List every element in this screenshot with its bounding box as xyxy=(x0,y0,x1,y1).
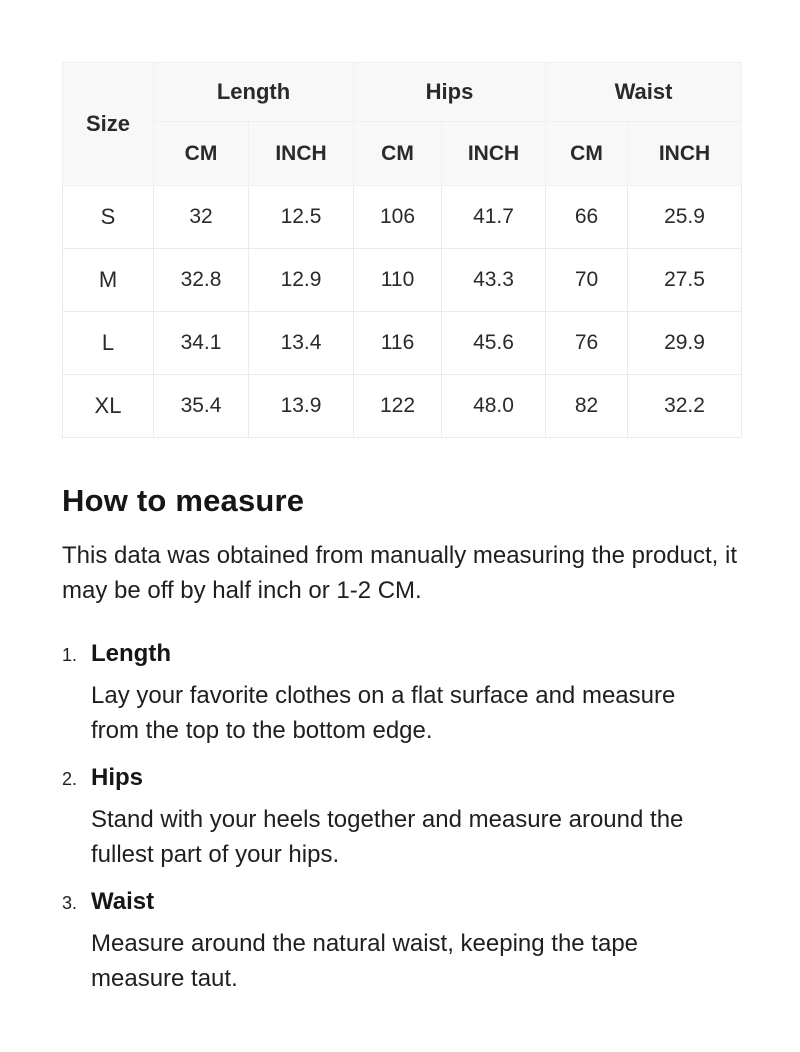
cell-value: 41.7 xyxy=(442,186,546,249)
list-item xyxy=(62,888,740,996)
column-group-hips: Hips xyxy=(354,63,546,122)
step-heading xyxy=(62,764,740,792)
cell-value: 32.8 xyxy=(154,249,249,312)
cell-value: 76 xyxy=(546,312,628,375)
size-label: S xyxy=(63,186,154,249)
size-chart-table xyxy=(62,62,742,438)
table-row xyxy=(63,375,742,438)
step-number: 1. xyxy=(62,645,78,665)
cell-value: 29.9 xyxy=(628,312,742,375)
size-label: L xyxy=(63,312,154,375)
cell-value: 43.3 xyxy=(442,249,546,312)
step-description: Stand with your heels together and measure around the fullest part of your hips. xyxy=(91,806,684,868)
table-row xyxy=(63,186,742,249)
step-description: Measure around the natural waist, keeping the tape measure taut. xyxy=(91,930,639,992)
cell-value: 106 xyxy=(354,186,442,249)
list-item xyxy=(62,764,740,872)
subheader-length-inch: INCH xyxy=(249,122,354,186)
subheader-waist-cm: CM xyxy=(546,122,628,186)
cell-value: 110 xyxy=(354,249,442,312)
cell-value: 48.0 xyxy=(442,375,546,438)
size-label: XL xyxy=(63,375,154,438)
measure-steps-list xyxy=(62,640,740,996)
how-to-measure-heading: How to measure xyxy=(62,483,305,518)
cell-value: 122 xyxy=(354,375,442,438)
size-label: M xyxy=(63,249,154,312)
step-description: Lay your favorite clothes on a flat surface and measure from the top to the bottom edge. xyxy=(91,682,676,744)
table-row xyxy=(63,312,742,375)
cell-value: 12.9 xyxy=(249,249,354,312)
subheader-length-cm: CM xyxy=(154,122,249,186)
cell-value: 82 xyxy=(546,375,628,438)
size-chart-header xyxy=(63,63,742,186)
step-number: 2. xyxy=(62,769,78,789)
step-term: Hips xyxy=(91,764,144,791)
cell-value: 12.5 xyxy=(249,186,354,249)
cell-value: 27.5 xyxy=(628,249,742,312)
step-term: Length xyxy=(91,640,171,667)
subheader-hips-inch: INCH xyxy=(442,122,546,186)
cell-value: 45.6 xyxy=(442,312,546,375)
step-number: 3. xyxy=(62,893,78,913)
table-row xyxy=(63,249,742,312)
step-term: Waist xyxy=(91,888,155,915)
cell-value: 13.4 xyxy=(249,312,354,375)
step-heading xyxy=(62,640,740,668)
subheader-hips-cm: CM xyxy=(354,122,442,186)
cell-value: 34.1 xyxy=(154,312,249,375)
cell-value: 35.4 xyxy=(154,375,249,438)
step-heading xyxy=(62,888,740,916)
column-group-length: Length xyxy=(154,63,354,122)
cell-value: 32.2 xyxy=(628,375,742,438)
cell-value: 32 xyxy=(154,186,249,249)
cell-value: 70 xyxy=(546,249,628,312)
column-header-size: Size xyxy=(63,63,154,186)
cell-value: 13.9 xyxy=(249,375,354,438)
column-group-waist: Waist xyxy=(546,63,742,122)
cell-value: 66 xyxy=(546,186,628,249)
cell-value: 25.9 xyxy=(628,186,742,249)
size-chart-body xyxy=(63,186,742,438)
how-to-measure-intro: This data was obtained from manually measuring the product, it may be off by half inch or 1-2 CM. xyxy=(62,542,738,604)
list-item xyxy=(62,640,740,748)
cell-value: 116 xyxy=(354,312,442,375)
subheader-waist-inch: INCH xyxy=(628,122,742,186)
